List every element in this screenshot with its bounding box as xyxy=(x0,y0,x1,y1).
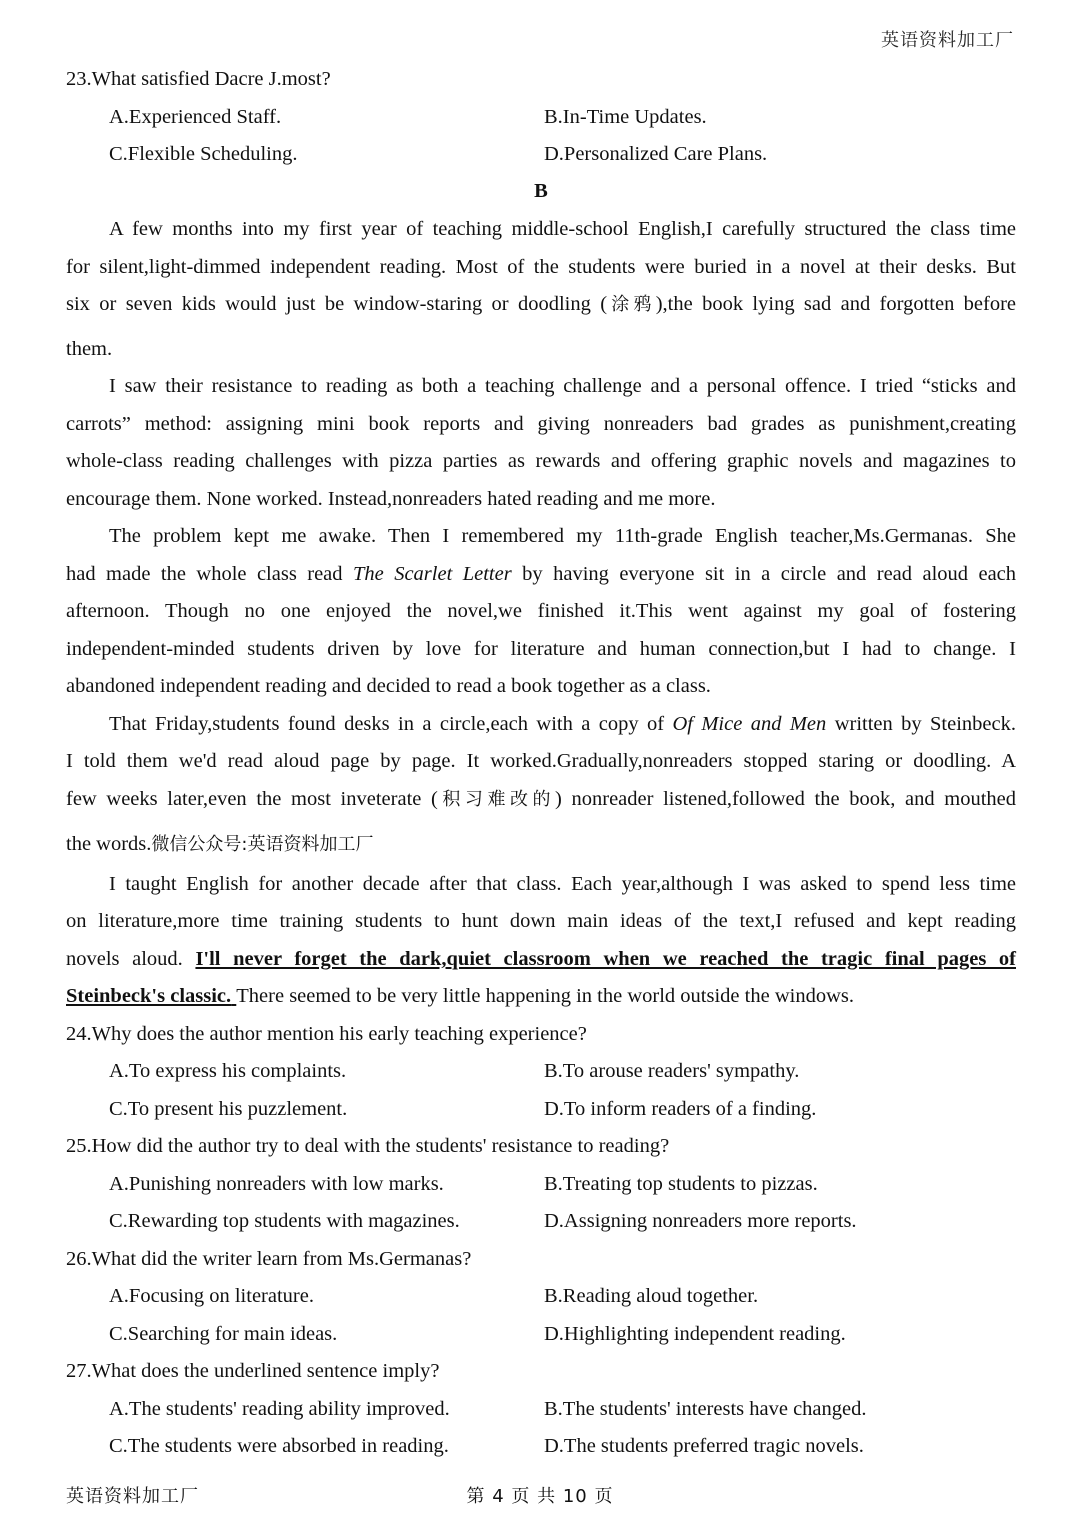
chinese-gloss: 涂鸦 xyxy=(607,294,656,315)
question-25-option-a: A.Punishing nonreaders with low marks. xyxy=(109,1173,444,1195)
watermark-text: 微信公众号:英语资料加工厂 xyxy=(151,834,374,855)
question-27-option-a: A.The students' reading ability improved. xyxy=(109,1398,450,1420)
underlined-sentence: I'll never forget the dark,quiet classroom when we reached the tragic final pages of xyxy=(195,948,1016,970)
passage-text: written by Steinbeck. xyxy=(834,713,1016,735)
passage-p3-line-4: independent-minded students driven by love for literature and human connection,but I had to change. I xyxy=(66,638,1016,660)
question-27-stem: 27.What does the underlined sentence imply? xyxy=(66,1360,440,1382)
book-title-scarlet-letter: The Scarlet Letter xyxy=(353,563,512,585)
question-24-option-a: A.To express his complaints. xyxy=(109,1060,347,1082)
passage-text: novels aloud. xyxy=(66,948,183,970)
passage-p4-line-2: I told them we'd read aloud page by page. It worked.Gradually,nonreaders stopped staring or doodling. A xyxy=(66,750,1016,772)
question-26-option-a: A.Focusing on literature. xyxy=(109,1285,314,1307)
question-25-option-d: D.Assigning nonreaders more reports. xyxy=(544,1210,857,1232)
question-27-option-b: B.The students' interests have changed. xyxy=(544,1398,867,1420)
passage-text: six or seven kids would just be window-staring or doodling ( xyxy=(66,293,608,315)
question-24-option-b: B.To arouse readers' sympathy. xyxy=(544,1060,800,1082)
passage-text: That Friday,students found desks in a circle,each with a copy of xyxy=(109,713,665,735)
passage-p3-line-1: The problem kept me awake. Then I remembered my 11th-grade English teacher,Ms.Germanas. She xyxy=(109,525,1016,547)
question-25-stem: 25.How did the author try to deal with the students' resistance to reading? xyxy=(66,1135,670,1157)
passage-p3-line-3: afternoon. Though no one enjoyed the novel,we finished it.This went against my goal of fostering xyxy=(66,600,1016,622)
passage-text: the words. xyxy=(66,833,152,855)
question-26-option-c: C.Searching for main ideas. xyxy=(109,1323,338,1345)
passage-p2-line-2: carrots” method: assigning mini book reports and giving nonreaders bad grades as punishment,creating xyxy=(66,413,1016,435)
chinese-gloss: 积习难改的 xyxy=(437,789,556,810)
underlined-sentence-end: Steinbeck's classic. xyxy=(66,985,232,1007)
passage-p4-line-3 xyxy=(66,789,1016,810)
footer-brand: 英语资料加工厂 xyxy=(66,1486,199,1507)
passage-p5-line-3 xyxy=(66,949,1016,970)
question-26-option-d: D.Highlighting independent reading. xyxy=(544,1323,846,1345)
question-26-option-b: B.Reading aloud together. xyxy=(544,1285,759,1307)
passage-p2-line-4: encourage them. None worked. Instead,nonreaders hated reading and me more. xyxy=(66,488,716,510)
passage-text: ) nonreader listened,followed the book, and mouthed xyxy=(555,788,1016,810)
question-24-option-d: D.To inform readers of a finding. xyxy=(544,1098,817,1120)
page-number: 第 4 页 共 10 页 xyxy=(466,1486,614,1507)
header-brand: 英语资料加工厂 xyxy=(881,30,1014,51)
passage-text: had made the whole class read xyxy=(66,563,343,585)
passage-text: ),the book lying sad and forgotten before xyxy=(655,293,1017,315)
question-23-option-a: A.Experienced Staff. xyxy=(109,106,282,128)
passage-p3-line-5: abandoned independent reading and decided to read a book together as a class. xyxy=(66,675,711,697)
passage-p2-line-3: whole-class reading challenges with pizza parties as rewards and offering graphic novels and magazines to xyxy=(66,450,1016,472)
question-23-option-d: D.Personalized Care Plans. xyxy=(544,143,768,165)
passage-p4-line-4 xyxy=(66,834,1016,855)
passage-p5-line-1: I taught English for another decade after that class. Each year,although I was asked to spend less time xyxy=(109,873,1016,895)
passage-text: by having everyone sit in a circle and read aloud each xyxy=(522,563,1017,585)
book-title-of-mice-and-men: Of Mice and Men xyxy=(672,713,827,735)
section-label-b: B xyxy=(534,180,548,202)
passage-text: There seemed to be very little happening in the world outside the windows. xyxy=(236,985,854,1007)
question-24-option-c: C.To present his puzzlement. xyxy=(109,1098,348,1120)
passage-p2-line-1: I saw their resistance to reading as both a teaching challenge and a personal offence. I tried “sticks and xyxy=(109,375,1016,397)
question-23-option-b: B.In-Time Updates. xyxy=(544,106,707,128)
passage-p1-line-1: A few months into my first year of teaching middle-school English,I carefully structured the class time xyxy=(109,218,1016,240)
question-25-option-c: C.Rewarding top students with magazines. xyxy=(109,1210,460,1232)
passage-p1-line-4: them. xyxy=(66,338,113,360)
passage-p5-line-4 xyxy=(66,986,1016,1007)
question-26-stem: 26.What did the writer learn from Ms.Germanas? xyxy=(66,1248,472,1270)
question-24-stem: 24.Why does the author mention his early teaching experience? xyxy=(66,1023,587,1045)
question-23-stem: 23.What satisfied Dacre J.most? xyxy=(66,68,331,90)
passage-p3-line-2 xyxy=(66,564,1016,585)
passage-text: few weeks later,even the most inveterate ( xyxy=(66,788,438,810)
passage-p1-line-2: for silent,light-dimmed independent reading. Most of the students were buried in a novel at their desks. But xyxy=(66,256,1016,278)
passage-p4-line-1 xyxy=(109,714,1016,735)
question-27-option-c: C.The students were absorbed in reading. xyxy=(109,1435,449,1457)
question-23-option-c: C.Flexible Scheduling. xyxy=(109,143,298,165)
passage-p1-line-3 xyxy=(66,294,1016,315)
question-27-option-d: D.The students preferred tragic novels. xyxy=(544,1435,864,1457)
passage-p5-line-2: on literature,more time training students to hunt down main ideas of the text,I refused and kept reading xyxy=(66,910,1016,932)
question-25-option-b: B.Treating top students to pizzas. xyxy=(544,1173,818,1195)
